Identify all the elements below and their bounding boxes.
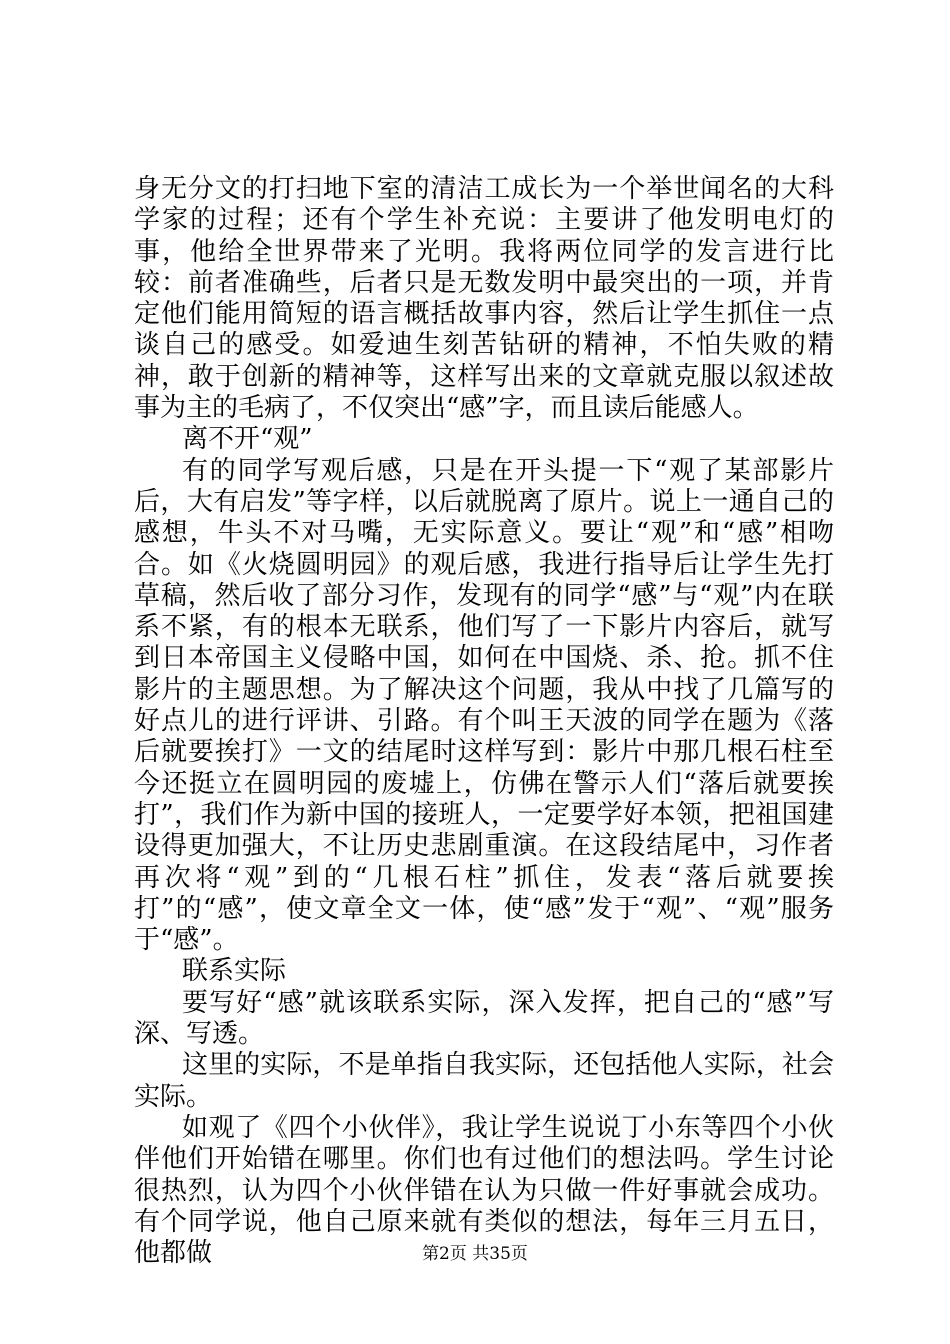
paragraph-shiji-3: 如观了《四个小伙伴》，我让学生说说丁小东等四个小伙伴他们开始错在哪里。你们也有过他们的想法吗。学生讨论很热烈，认为四个小伙伴错在认为只做一件好事就会成功。有个同学说，他自己原来就有类似的想法，每年三月五日，他都做 bbox=[134, 1112, 834, 1269]
paragraph-shiji-2: 这里的实际，不是单指自我实际，还包括他人实际，社会实际。 bbox=[134, 1050, 834, 1112]
page-number-footer: 第2页 共35页 bbox=[422, 1244, 528, 1264]
paragraph-shiji-1: 要写好“感”就该联系实际，深入发挥，把自己的“感”写深、写透。 bbox=[134, 987, 834, 1050]
paragraph-continuation: 身无分文的打扫地下室的清洁工成长为一个举世闻名的大科学家的过程；还有个学生补充说：主要讲了他发明电灯的事，他给全世界带来了光明。我将两位同学的发言进行比较：前者准确些，后者只是无数发明中最突出的一项，并肯定他们能用简短的语言概括故事内容，然后让学生抓住一点谈自己的感受。如爱迪生刻苦钻研的精神，不怕失败的精神，敢于创新的精神等，这样写出来的文章就克服以叙述故事为主的毛病了，不仅突出“感”字，而且读后能感人。 bbox=[134, 174, 834, 424]
section-heading-guan: 离不开“观” bbox=[182, 424, 313, 455]
paragraph-guan: 有的同学写观后感，只是在开头提一下“观了某部影片后，大有启发”等字样，以后就脱离了原片。说上一通自己的感想，牛头不对马嘴，无实际意义。要让“观”和“感”相吻合。如《火烧圆明园》的观后感，我进行指导后让学生先打草稿，然后收了部分习作，发现有的同学“感”与“观”内在联系不紧，有的根本无联系，他们写了一下影片内容后，就写到日本帝国主义侵略中国，如何在中国烧、杀、抢。抓不住影片的主题思想。为了解决这个问题，我从中找了几篇写的好点儿的进行评讲、引路。有个叫王天波的同学在题为《落后就要挨打》一文的结尾时这样写到：影片中那几根石柱至今还挺立在圆明园的废墟上，仿佛在警示人们“落后就要挨打”，我们作为新中国的接班人，一定要学好本领，把祖国建设得更加强大，不让历史悲剧重演。在这段结尾中，习作者再次将“观”到的“几根石柱”抓住，发表“落后就要挨打”的“感”，使文章全文一体，使“感”发于“观”、“观”服务于“感”。 bbox=[134, 455, 834, 956]
section-heading-shiji: 联系实际 bbox=[182, 956, 287, 987]
document-body bbox=[134, 174, 834, 1269]
